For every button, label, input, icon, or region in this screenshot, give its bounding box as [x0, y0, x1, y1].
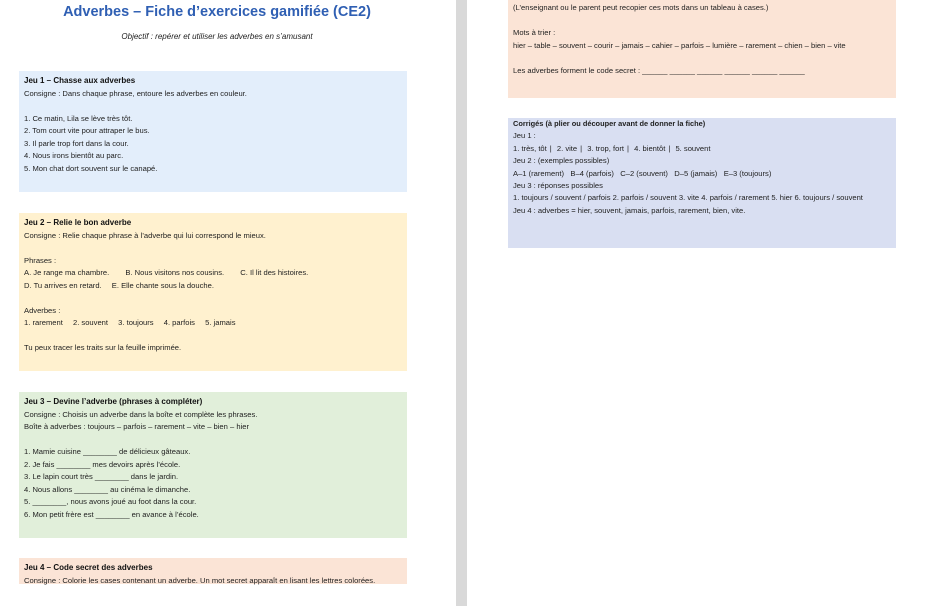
game2-adverb: 3. toujours — [118, 318, 154, 327]
answers-g1-item: 2. vite — [556, 143, 578, 153]
answers-g2-item: E–3 (toujours) — [723, 168, 772, 178]
answers-g3-label: Jeu 3 : réponses possibles — [513, 181, 603, 191]
answers-g4-text: Jeu 4 : adverbes = hier, souvent, jamais, parfois, rarement, bien, vite. — [513, 205, 746, 215]
game1-section — [19, 71, 407, 192]
game2-adverbs-row — [24, 317, 402, 330]
game2-phrases-label: Phrases : — [24, 255, 57, 265]
page-title: Adverbes – Fiche d’exercices gamifiée (CE2) — [63, 4, 371, 20]
answers-g2-label: Jeu 2 : (exemples possibles) — [513, 156, 610, 166]
game2-note: Tu peux tracer les traits sur la feuille imprimée. — [24, 343, 182, 352]
game2-adverb: 2. souvent — [72, 318, 109, 327]
game1-heading: Jeu 1 – Chasse aux adverbes — [24, 76, 136, 85]
game3-section — [19, 392, 407, 538]
game2-phrase: E. Elle chante sous la douche. — [111, 280, 214, 290]
answers-g2-item: A–1 (rarement) — [513, 168, 565, 178]
game1-sentence: 5. Mon chat dort souvent sur le canapé. — [24, 163, 158, 173]
game1-sentence: 3. Il parle trop fort dans la cour. — [24, 138, 129, 148]
game1-instruction: Consigne : Dans chaque phrase, entoure les adverbes en couleur. — [24, 88, 247, 98]
game3-sentence: 1. Mamie cuisine ________ de délicieux gâteaux. — [24, 447, 191, 456]
answers-g2-row — [513, 168, 891, 180]
game2-adverb: 1. rarement — [24, 318, 63, 327]
game1-sentence: 4. Nous irons bientôt au parc. — [24, 151, 124, 160]
game3-instruction: Consigne : Choisis un adverbe dans la boîte et complète les phrases. — [24, 409, 258, 419]
game3-sentence: 2. Je fais ________ mes devoirs après l’école. — [24, 459, 181, 469]
answers-section — [508, 118, 896, 248]
answers-g2-item: D–5 (jamais) — [674, 168, 718, 178]
game4-teacher-note: (L’enseignant ou le parent peut recopier ces mots dans un tableau à cases.) — [513, 3, 769, 12]
game2-phrase: D. Tu arrives en retard. — [24, 280, 102, 290]
page-gutter — [456, 0, 467, 606]
game2-phrase: C. Il lit des histoires. — [240, 268, 309, 277]
game4-words: hier – table – souvent – courir – jamais – cahier – parfois – lumière – rarement – chien – bien – vite — [513, 40, 846, 50]
game4-section — [19, 558, 407, 584]
game3-sentence: 3. Le lapin court très ________ dans le jardin. — [24, 472, 179, 481]
game4-continued-section — [508, 0, 896, 98]
page-left — [0, 0, 456, 606]
game4-words-label: Mots à trier : — [513, 28, 556, 37]
game4-heading: Jeu 4 – Code secret des adverbes — [24, 563, 153, 572]
game3-sentence: 5. ________, nous avons joué au foot dans la cour. — [24, 497, 197, 506]
game2-phrases-row — [24, 280, 402, 293]
game3-heading: Jeu 3 – Devine l’adverbe (phrases à compléter) — [24, 397, 203, 406]
game1-sentence: 2. Tom court vite pour attraper le bus. — [24, 126, 150, 135]
game2-adverb: 4. parfois — [163, 318, 195, 327]
game2-adverb: 5. jamais — [205, 318, 236, 327]
game2-phrases-row — [24, 267, 402, 280]
answers-g2-item: C–2 (souvent) — [620, 168, 668, 178]
answers-g1-item: 1. très, tôt — [513, 143, 547, 153]
game2-phrase: B. Nous visitons nos cousins. — [125, 268, 225, 277]
page-subtitle: Objectif : repérer et utiliser les adverbes en s’amusant — [121, 32, 313, 41]
game2-heading: Jeu 2 – Relie le bon adverbe — [24, 218, 132, 227]
game2-adverbs-label: Adverbes : — [24, 305, 61, 315]
game4-instruction: Consigne : Colorie les cases contenant un adverbe. Un mot secret apparaît en lisant les lettres colorées. — [24, 575, 376, 585]
game1-sentence: 1. Ce matin, Lila se lève très tôt. — [24, 113, 133, 123]
answers-g1-item: 3. trop, fort — [587, 143, 624, 153]
answers-g1-item: 5. souvent — [675, 143, 711, 153]
game2-instruction: Consigne : Relie chaque phrase à l’adverbe qui lui correspond le mieux. — [24, 230, 266, 240]
game3-sentence: 6. Mon petit frère est ________ en avance à l’école. — [24, 509, 199, 519]
game2-section — [19, 213, 407, 371]
answers-g1-item: 4. bientôt — [634, 143, 666, 153]
answers-heading: Corrigés (à plier ou découper avant de donner la fiche) — [513, 119, 706, 128]
game4-code-line: Les adverbes forment le code secret : ______ ______ ______ ______ ______ ______ — [513, 65, 805, 75]
answers-g3-text: 1. toujours / souvent / parfois 2. parfois / souvent 3. vite 4. parfois / rarement 5. hier 6. toujours / souvent — [513, 193, 863, 203]
answers-g2-item: B–4 (parfois) — [570, 168, 614, 178]
game2-phrase: A. Je range ma chambre. — [24, 268, 110, 277]
answers-g1-row: 1. très, tôt | 2. vite | 3. trop, fort | 4. bientôt | 5. souvent — [513, 143, 711, 153]
game3-sentence: 4. Nous allons ________ au cinéma le dimanche. — [24, 484, 191, 494]
answers-g1-label: Jeu 1 : — [513, 131, 536, 141]
game3-adverb-box: Boîte à adverbes : toujours – parfois – rarement – vite – bien – hier — [24, 422, 249, 431]
